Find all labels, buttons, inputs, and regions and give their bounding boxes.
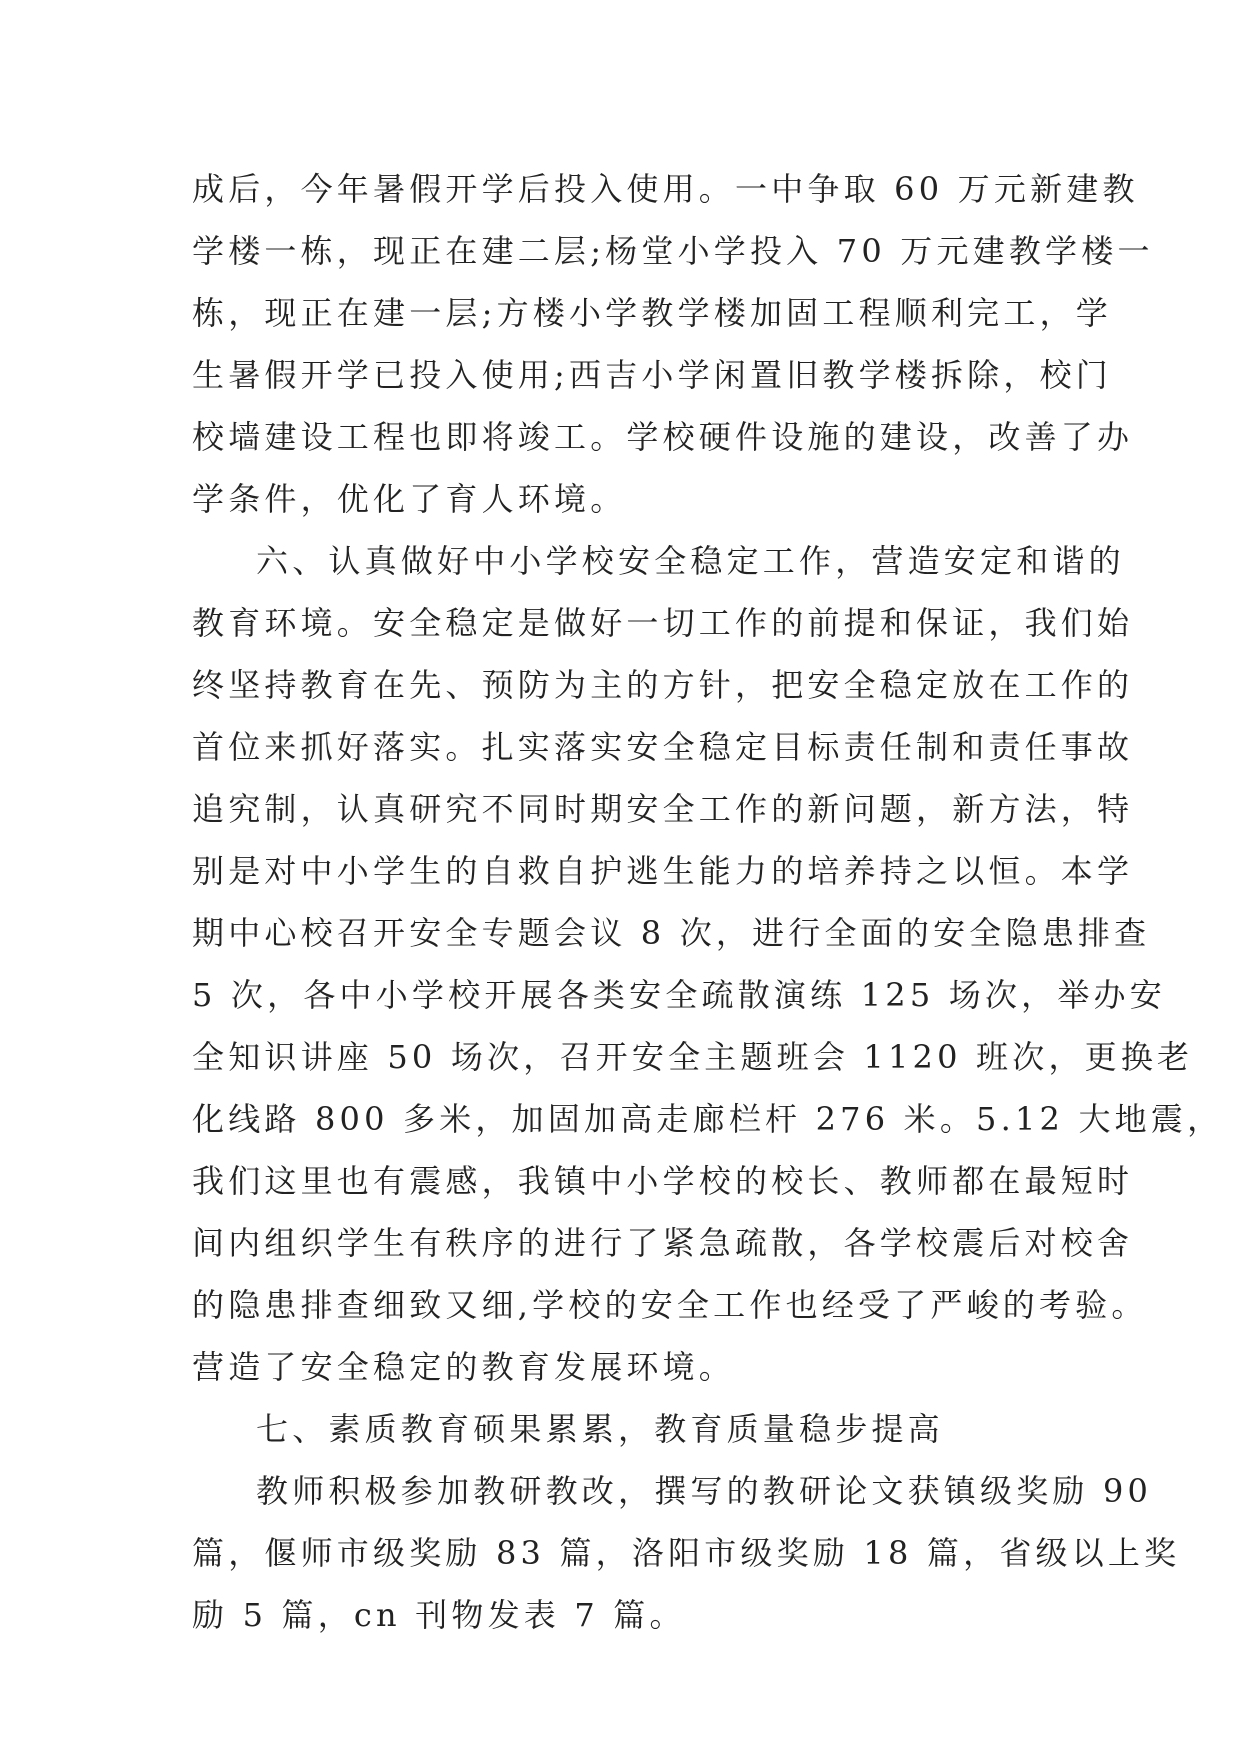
text-line: 的隐患排查细致又细,学校的安全工作也经受了严峻的考验。: [192, 1286, 1148, 1324]
text-line: 间内组织学生有秩序的进行了紧急疏散，各学校震后对校舍: [192, 1224, 1134, 1262]
text-line: 追究制，认真研究不同时期安全工作的新问题，新方法，特: [192, 790, 1134, 828]
text-line: 励 5 篇，cn 刊物发表 7 篇。: [192, 1596, 686, 1634]
text-line: 栋，现正在建一层;方楼小学教学楼加固工程顺利完工，学: [192, 294, 1112, 332]
text-line: 教育环境。安全稳定是做好一切工作的前提和保证，我们始: [192, 604, 1134, 642]
text-line: 教师积极参加教研教改，撰写的教研论文获镇级奖励 90: [256, 1472, 1153, 1510]
document-body: [192, 158, 1224, 1646]
text-line: 营造了安全稳定的教育发展环境。: [192, 1348, 736, 1386]
text-line: 生暑假开学已投入使用;西吉小学闲置旧教学楼拆除，校门: [192, 356, 1112, 394]
text-line: 终坚持教育在先、预防为主的方针，把安全稳定放在工作的: [192, 666, 1134, 704]
text-line: 我们这里也有震感，我镇中小学校的校长、教师都在最短时: [192, 1162, 1134, 1200]
text-line: 校墙建设工程也即将竣工。学校硬件设施的建设，改善了办: [192, 418, 1134, 456]
text-line: 全知识讲座 50 场次，召开安全主题班会 1120 班次，更换老: [192, 1038, 1194, 1076]
text-line: 期中心校召开安全专题会议 8 次，进行全面的安全隐患排查: [192, 914, 1151, 952]
text-line: 篇，偃师市级奖励 83 篇，洛阳市级奖励 18 篇，省级以上奖: [192, 1534, 1181, 1572]
text-line: 学楼一栋，现正在建二层;杨堂小学投入 70 万元建教学楼一: [192, 232, 1154, 270]
section-heading-seven: 七、素质教育硕果累累，教育质量稳步提高: [256, 1410, 944, 1448]
text-line: 化线路 800 多米，加固加高走廊栏杆 276 米。5.12 大地震，: [192, 1100, 1224, 1138]
text-line: 5 次，各中小学校开展各类安全疏散演练 125 场次，举办安: [192, 976, 1166, 1014]
text-line: 别是对中小学生的自救自护逃生能力的培养持之以恒。本学: [192, 852, 1134, 890]
text-line: 成后，今年暑假开学后投入使用。一中争取 60 万元新建教: [192, 170, 1139, 208]
text-line: 首位来抓好落实。扎实落实安全稳定目标责任制和责任事故: [192, 728, 1134, 766]
section-heading-six: 六、认真做好中小学校安全稳定工作，营造安定和谐的: [256, 542, 1125, 580]
text-line: 学条件，优化了育人环境。: [192, 480, 627, 518]
